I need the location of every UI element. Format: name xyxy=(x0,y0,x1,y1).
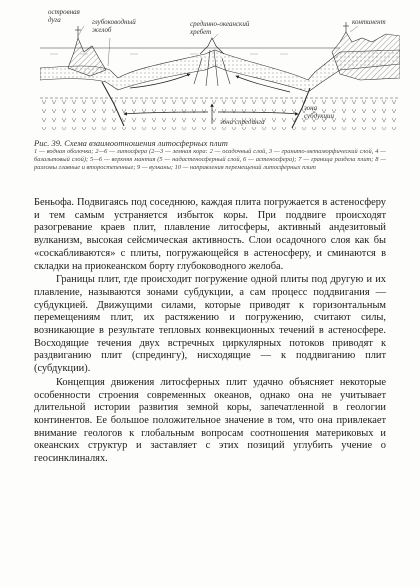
continent-label: континент xyxy=(352,18,386,26)
figure-caption-title: Рис. 39. Схема взаимоотношения литосферных плит xyxy=(34,138,228,148)
body-text xyxy=(34,197,386,466)
island-arc-crust xyxy=(68,38,106,76)
paragraph-2: Границы плит, где происходит погружение одной плиты под другую и их плавление, называются зонами субдукции, а сам процесс поддвигания — субдукцией. Движущими силами, которые приводят к горизонтальным перемещениям плит, их растяжению и погружению, считают силы, возникающие в результате тепловых конвекционных течений в астеносфере. Восходящие течения двух встречных циркулярных потоков приводят к раздвиганию плит (спредингу), нисходящие — к поддвиганию плит (субдукции). xyxy=(34,274,386,375)
continental-crust xyxy=(332,32,400,80)
island-arc-label: островная дуга xyxy=(48,8,80,24)
spreading-zone-label: зона спрединга xyxy=(220,118,265,126)
ridge-label: срединно-океанский хребет xyxy=(190,20,250,36)
figure-legend: 1 — водная оболочка; 2—6 — литосфера (2—3 — земная кора: 2 — осадочный слой, 3 — гранито-метаморфический слой, 4 — базальтовый слой); 5—6 — верхняя мантия (5 — надастеносферный слой, 6 — астеносфера); 7 — граница раздела плит; 8 — разломы главные и второстепенные; 9 — вулканы; 10 — направления перемещений литосферных плит xyxy=(34,148,386,171)
paragraph-3: Концепция движения литосферных плит удачно объясняет некоторые особенности строения современных океанов, однако она не учитывает длительной истории развития земной коры, запечатленной в геологии континентов. Ее большое положительное значение в том, что она привлекает внимание геологов к глобальным вопросам соотношения материковых и океанских структур и заставляет с этих позиций углубить учение о геосинклиналях. xyxy=(34,376,386,465)
paragraph-1: Беньофа. Подвигаясь под соседнюю, каждая плита погружается в астеносферу и тем самым устраняется избыток коры. При поддвиге происходят разогревание краев плит, плавление литосферы, активный андезитовый вулканизм, высокая сейсмическая активность. Слои осадочного слоя как бы «соскабливаются» с плиты, погружающейся в астеносферу, и сминаются в складки на приокеанском борту глубоководного желоба. xyxy=(34,197,386,272)
subduction-zone-label: зона субдукции xyxy=(304,104,335,120)
plate-tectonics-figure xyxy=(40,8,400,136)
trench-label: глубоководный желоб xyxy=(92,18,136,34)
